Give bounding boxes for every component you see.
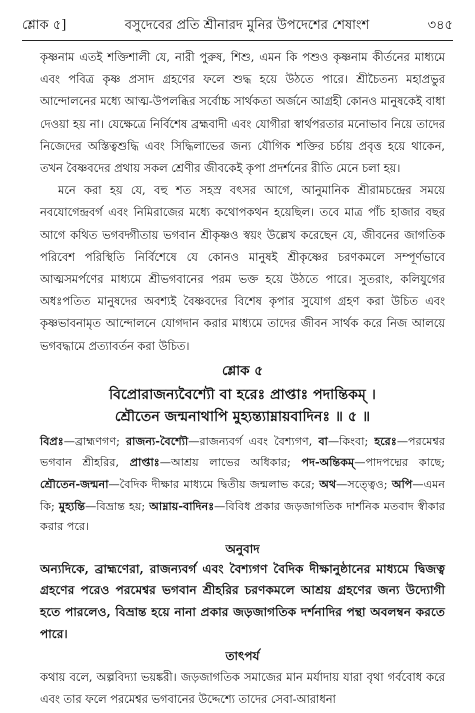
synonym-meaning: —এমন কি; bbox=[40, 478, 445, 513]
paragraph-2: মনে করা হয় যে, বহু শত সহস্র বৎসর আগে, আনুমানিক শ্রীরামচন্দ্রের সময়ে নবযোগেন্দ্রবর্গ এবং নিমিরাজের মধ্যে কথোপকথন হয়েছিল। তবে মাত্র পাঁচ হাজার বছর আগে কথিত ভগবদ্গীতায় ভগবান শ্রীকৃষ্ণও স্বয়ং উল্লেখ করেছেন যে, জীবনের জাগতিক পরিবেশ পরিস্থিতি নির্বিশেষে যে কোনও মানুষই শ্রীকৃষ্ণের চরণকমলে সম্পূর্ণভাবে আত্মসমর্পণের মাধ্যমে শ্রীভগবানের পরম ভক্ত হয়ে উঠতে পারে। সুতরাং, কলিযুগের অধঃপতিত মানুষদের অবশ্যই বৈষ্ণবদের বিশেষ কৃপার সুযোগ গ্রহণ করা উচিত এবং কৃষ্ণভাবনামৃত আন্দোলনে যোগদান করার মাধ্যমে তাদের জীবন সার্থক করে নিজ আলয়ে ভগবদ্ধামে প্রত্যাবর্তন করা উচিত। bbox=[40, 183, 445, 353]
page-content bbox=[40, 46, 445, 711]
verse-line-1: বিপ্রোরাজন্যবৈশ্যৌ বা হরেঃ প্রাপ্তাঃ পদান্তিকম্‌ । bbox=[109, 386, 376, 403]
synonym-term: বিপ্রঃ bbox=[40, 433, 64, 448]
word-meanings bbox=[40, 431, 445, 538]
purport-heading: তাৎপর্য bbox=[225, 649, 260, 664]
synonym-term: প্রাপ্তাঃ bbox=[129, 455, 160, 470]
synonym-meaning: —কিংবা; bbox=[327, 434, 375, 448]
synonym-meaning: —রাজন্যবর্গ এবং বৈশ্যগণ, bbox=[188, 434, 319, 448]
chapter-title: বসুদেবের প্রতি শ্রীনারদ মুনির উপদেশের শেষাংশ bbox=[124, 17, 370, 33]
header-divider bbox=[22, 40, 453, 41]
page-header bbox=[22, 14, 453, 38]
synonym-term: অথ bbox=[319, 477, 337, 492]
verse-heading: শ্লোক ৫ bbox=[221, 362, 264, 379]
synonym-meaning: —বৈদিক দীক্ষার মাধ্যমে দ্বিতীয় জন্মলাভ করে; bbox=[108, 478, 320, 492]
verse-line-2: শ্রৌতেন জন্মনাথাপি মুহ্যন্ত্যাম্নায়বাদিনঃ ॥ ৫ ॥ bbox=[114, 408, 371, 425]
synonym-meaning: —পরমেশ্বর ভগবান শ্রীহরির, bbox=[40, 434, 445, 470]
page-number: ৩৪৫ bbox=[427, 17, 453, 33]
synonym-meaning: —পাদপদ্মের কাছে; bbox=[354, 456, 445, 470]
synonym-meaning: —আশ্রয় লাভের অধিকার; bbox=[159, 456, 302, 470]
synonym-term: শ্রৌতেন-জন্মনা bbox=[40, 477, 109, 492]
synonym-term: মুহ্যন্তি bbox=[58, 498, 86, 513]
synonym-meaning: —বিবিধ প্রকার জড়জাগতিক দার্শনিক মতবাদ স্বীকার করার পরে। bbox=[40, 499, 445, 534]
translation-heading: অনুবাদ bbox=[225, 541, 260, 556]
translation-text: অন্যদিকে, ব্রাহ্মণেরা, রাজন্যবর্গ এবং বৈশ্যগণ বৈদিক দীক্ষানুষ্ঠানের মাধ্যমে দ্বিজত্ব গ্রহণের পরেও পরমেশ্বর ভগবান শ্রীহরির চরণকমলে আশ্রয় গ্রহণের জন্য উদ্যোগী হতে পারলেও, বিভ্রান্ত হয়ে নানা প্রকার জড়জাগতিক দর্শনাদির পন্থা অবলম্বন করতে পারে। bbox=[40, 561, 445, 641]
synonym-term: বা bbox=[318, 433, 328, 448]
synonym-meaning: —সত্ত্বেও; bbox=[336, 478, 392, 492]
synonym-term: অপি bbox=[391, 477, 413, 492]
synonym-meaning: —ব্রাহ্মণগণ; bbox=[63, 434, 126, 448]
verse-reference: শ্লোক ৫] bbox=[22, 17, 67, 33]
synonym-meaning: —বিভ্রান্ত হয়; bbox=[85, 499, 150, 513]
synonym-term: রাজন্য-বৈশ্যৌ bbox=[125, 433, 189, 448]
synonym-term: আম্নায়-বাদিনঃ bbox=[149, 498, 215, 513]
purport-text: কথায় বলে, অল্পবিদ্যা ভয়ঙ্করী। জড়জাগতিক সমাজের মান মর্যাদায় যারা বৃথা গর্ববোধ করে এবং তার ফলে পরমেশ্বর ভগবানের উদ্দেশ্যে তাদের সেবা-আরাধনা bbox=[40, 670, 445, 707]
paragraph-1: কৃষ্ণনাম এতই শক্তিশালী যে, নারী পুরুষ, শিশু, এমন কি পশুও কৃষ্ণনাম কীর্তনের মাধ্যমে এবং পবিত্র কৃষ্ণ প্রসাদ গ্রহণের ফলে শুদ্ধ হয়ে উঠতে পারে। শ্রীচৈতন্য মহাপ্রভুর আন্দোলনের মধ্যে আত্ম-উপলব্ধির সর্বোচ্চ সার্থকতা অর্জনে আগ্রহী কোনও মানুষকেই বাধা দেওয়া হয় না। যেক্ষেত্রে নির্বিশেষ ব্রহ্মবাদী এবং যোগীরা স্বার্থপরতার মনোভাব নিয়ে তাদের নিজেদের অস্তিত্বশুদ্ধি এবং সিদ্ধিলাভের জন্য যৌগিক শক্তির চর্চায় প্রবৃত্ত হয়ে থাকেন, তখন বৈষ্ণবদের প্রথায় সকল শ্রেণীর জীবকেই কৃপা প্রদর্শনের রীতি মেনে চলা হয়। bbox=[40, 50, 445, 176]
synonym-term: পদ-অন্তিকম্‌ bbox=[301, 455, 355, 470]
synonym-term: হরেঃ bbox=[374, 433, 397, 448]
